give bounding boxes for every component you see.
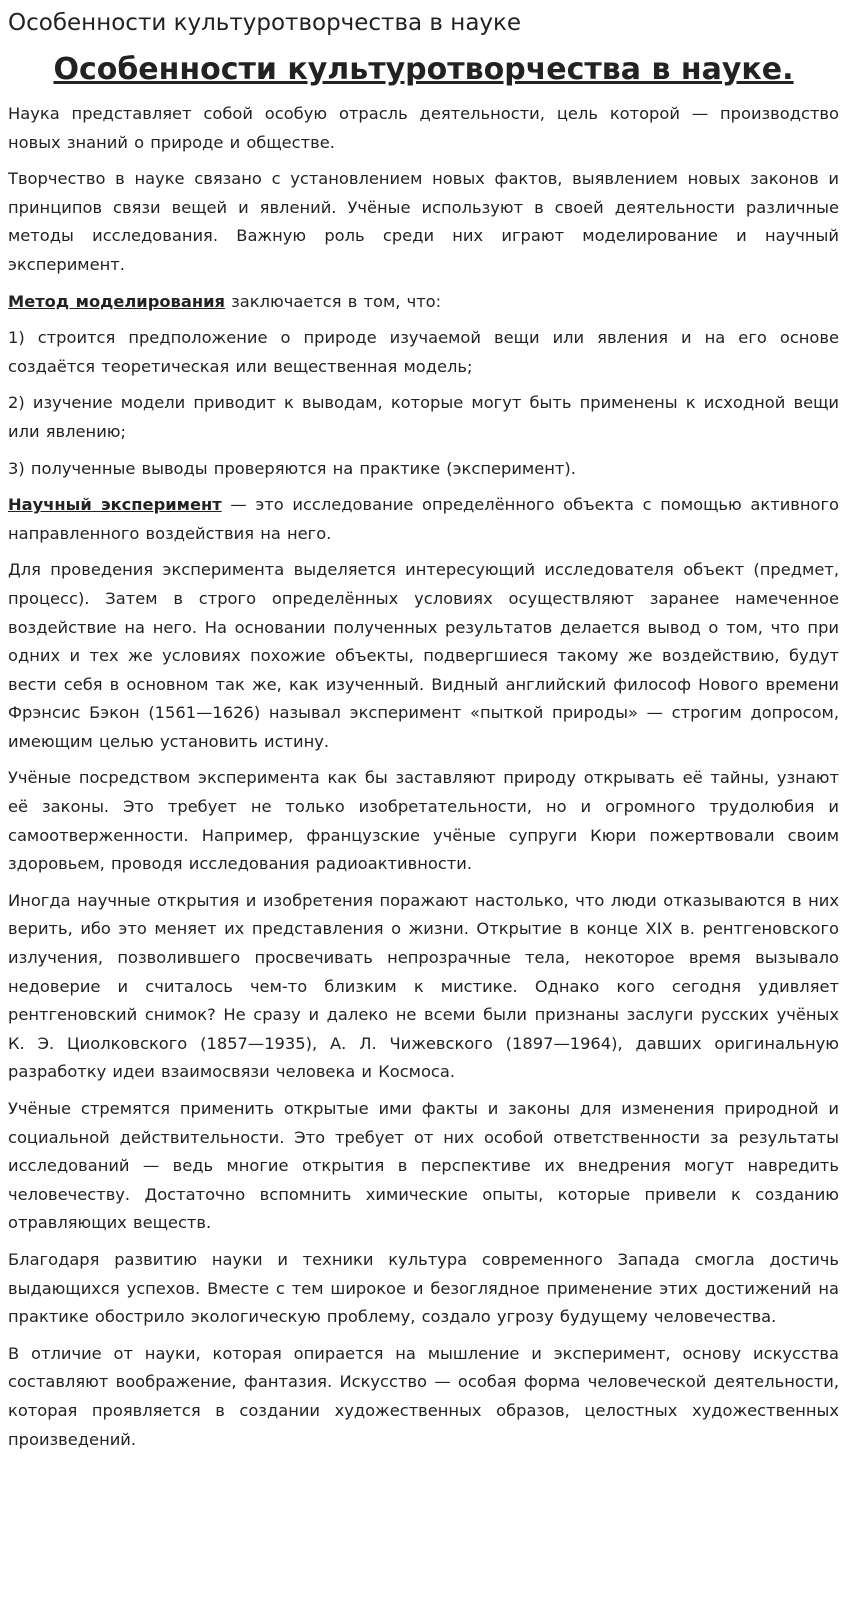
paragraph-art: В отличие от науки, которая опирается на мышление и эксперимент, основу искусства составляют воображение, фантазия. Искусство — особая форма человеческой деятельности, которая проявляется в создании художественных образов, целостных художественных произведений. xyxy=(8,1343,839,1449)
paragraph-scientists-and-nature: Учёные посредством эксперимента как бы заставляют природу открывать её тайны, узнают её законы. Это требует не только изобретательности, но и огромного трудолюбия и самоотверженности. Например, французские учёные супруги Кюри пожертвовали своим здоровьем, проводя исследования радиоактивности. xyxy=(8,768,839,874)
page-title: Особенности культуротворчества в науке xyxy=(8,10,522,36)
scientific-experiment-text: — это исследование определённого объекта с помощью активного направленного воздействия на него. xyxy=(8,495,839,543)
list-item-step-3: 3) полученные выводы проверяются на практике (эксперимент). xyxy=(8,458,576,478)
paragraph-creativity-in-science: Творчество в науке связано с установлением новых фактов, выявлением новых законов и принципов связи вещей и явлений. Учёные используют в своей деятельности различные методы исследования. Важную роль среди них играют моделирование и научный эксперимент. xyxy=(8,169,839,274)
modeling-method-text: заключается в том, что: xyxy=(224,291,442,311)
term-modeling-method: Метод моделирования xyxy=(8,291,225,311)
list-item-step-2: 2) изучение модели приводит к выводам, которые могут быть применены к исходной вещи или явлению; xyxy=(8,393,839,441)
paragraph-discoveries: Иногда научные открытия и изобретения поражают настолько, что люди отказываются в них верить, ибо это меняет их представления о жизни. Открытие в конце XIX в. рентгеновского излучения, позволившего просвечивать непрозрачные тела, некоторое время вызывало недоверие и считалось чем-то близким к мистике. Однако кого сегодня удивляет рентгеновский снимок? Не сразу и далеко не всеми были признаны заслуги русских учёных К. Э. Циолковского (1857—1935), А. Л. Чижевского (1897—1964), давших оригинальную разработку идеи взаимосвязи человека и Космоса. xyxy=(8,890,839,1082)
paragraph-experiment-procedure: Для проведения эксперимента выделяется интересующий исследователя объект (предмет, процесс). Затем в строго определённых условиях осуществляют заранее намеченное воздействие на него. На основании полученных результатов делается вывод о том, что при одних и тех же условиях похожие объекты, подвергшиеся такому же воздействию, будут вести себя в основном так же, как изученный. Видный английский философ Нового времени Фрэнсис Бэкон (1561—1626) называл эксперимент «пыткой природы» — строгим допросом, имеющим целью установить истину. xyxy=(8,560,839,751)
list-item-step-1: 1) строится предположение о природе изучаемой вещи или явления и на его основе создаётся теоретическая или вещественная модель; xyxy=(8,328,839,376)
paragraph-western-culture: Благодаря развитию науки и техники культура современного Запада смогла достичь выдающихся успехов. Вместе с тем широкое и безоглядное применение этих достижений на практике обострило экологическую проблему, создало угрозу будущему человечества. xyxy=(8,1249,839,1327)
paragraph-responsibility: Учёные стремятся применить открытые ими факты и законы для изменения природной и социальной действительности. Это требует от них особой ответственности за результаты исследований — ведь многие открытия в перспективе их внедрения могут навредить человечеству. Достаточно вспомнить химические опыты, которые привели к созданию отравляющих веществ. xyxy=(8,1099,839,1233)
term-scientific-experiment: Научный эксперимент xyxy=(8,495,222,515)
paragraph-science-definition: Наука представляет собой особую отрасль деятельности, цель которой — производство новых знаний о природе и обществе. xyxy=(8,104,839,152)
article-heading: Особенности культуротворчества в науке. xyxy=(53,52,794,87)
paragraph-scientific-experiment xyxy=(8,491,839,548)
paragraph-modeling-method xyxy=(8,288,839,317)
